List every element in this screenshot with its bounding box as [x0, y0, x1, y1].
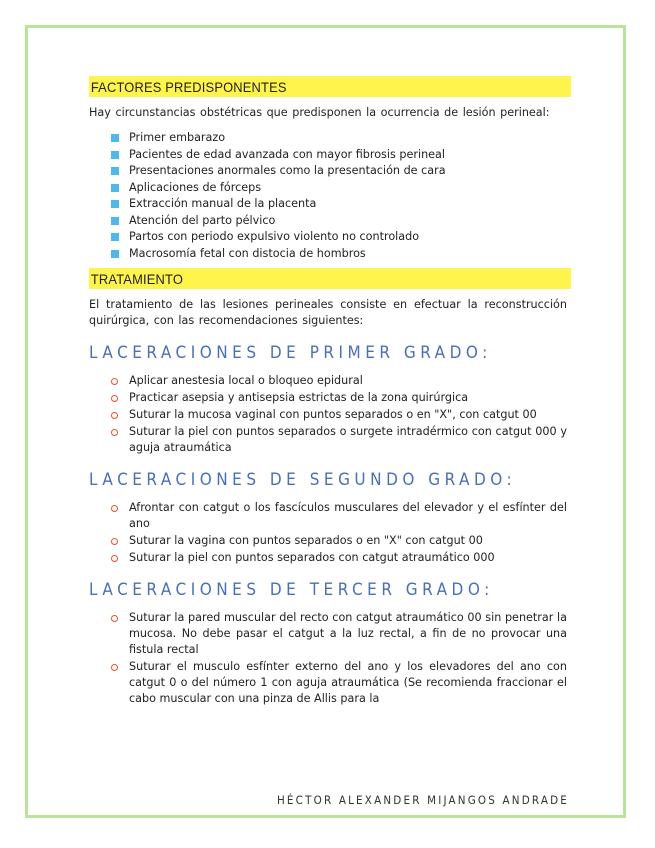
list-tercer-grado — [89, 610, 567, 707]
circle-bullet-icon — [111, 538, 118, 545]
list-item — [111, 533, 567, 549]
list-item-text: Suturar la piel con puntos separados o surgete intradérmico con catgut 000 y aguja atraumática — [129, 425, 567, 454]
list-item — [111, 610, 567, 658]
list-item-text: Suturar la vagina con puntos separados o en "X" con catgut 00 — [129, 534, 483, 547]
list-item-text: Practicar asepsia y antisepsia estrictas de la zona quirúrgica — [129, 391, 469, 404]
list-item-text: Aplicar anestesia local o bloqueo epidural — [129, 374, 363, 387]
square-bullet-icon — [111, 184, 119, 192]
square-bullet-icon — [111, 151, 119, 159]
square-bullet-icon — [111, 200, 119, 208]
circle-bullet-icon — [111, 395, 118, 402]
paragraph-factores-intro: Hay circunstancias obstétricas que predisponen la ocurrencia de lesión perineal: — [89, 106, 550, 119]
list-item-text: Suturar la piel con puntos separados con catgut atraumático 000 — [129, 551, 495, 564]
list-item-text: Pacientes de edad avanzada con mayor fibrosis perineal — [129, 147, 446, 161]
list-item-text: Suturar la mucosa vaginal con puntos separados o en "X", con catgut 00 — [129, 408, 537, 421]
page-content — [89, 76, 567, 711]
heading-primer-grado: LACERACIONES DE PRIMER GRADO: — [89, 343, 492, 363]
list-item — [111, 659, 567, 707]
list-segundo-grado — [89, 500, 567, 566]
list-item — [111, 180, 567, 197]
list-item — [111, 213, 567, 230]
list-item-text: Suturar la pared muscular del recto con catgut atraumático 00 sin penetrar la mucosa. No debe pasar el catgut a la luz rectal, a fin de no provocar una fistula rectal — [129, 611, 567, 656]
circle-bullet-icon — [111, 378, 118, 385]
circle-bullet-icon — [111, 429, 118, 436]
square-bullet-icon — [111, 167, 119, 175]
circle-bullet-icon — [111, 555, 118, 562]
list-item — [111, 407, 567, 423]
list-item — [111, 500, 567, 532]
list-primer-grado — [89, 373, 567, 456]
list-item-text: Aplicaciones de fórceps — [129, 180, 262, 194]
square-bullet-icon — [111, 134, 119, 142]
list-item — [111, 550, 567, 566]
list-item-text: Macrosomía fetal con distocia de hombros — [129, 246, 366, 260]
heading-tratamiento: TRATAMIENTO — [89, 268, 571, 289]
square-bullet-icon — [111, 233, 119, 241]
circle-bullet-icon — [111, 505, 118, 512]
heading-segundo-grado: LACERACIONES DE SEGUNDO GRADO: — [89, 470, 517, 490]
list-item — [111, 390, 567, 406]
list-item-text: Suturar el musculo esfínter externo del ano y los elevadores del ano con catgut 0 o del número 1 con aguja atraumática (Se recomienda fraccionar el cabo muscular con una pinza de Allis para la — [129, 660, 567, 705]
list-item-text: Afrontar con catgut o los fascículos musculares del elevador y el esfínter del ano — [129, 501, 567, 530]
list-factores — [89, 130, 567, 262]
circle-bullet-icon — [111, 664, 118, 671]
list-item-text: Partos con periodo expulsivo violento no controlado — [129, 230, 420, 243]
list-item — [111, 147, 567, 164]
square-bullet-icon — [111, 217, 119, 225]
list-item-text: Extracción manual de la placenta — [129, 197, 317, 210]
list-item — [111, 196, 567, 213]
heading-tercer-grado: LACERACIONES DE TERCER GRADO: — [89, 580, 494, 600]
list-item-text: Presentaciones anormales como la presentación de cara — [129, 164, 446, 177]
square-bullet-icon — [111, 250, 119, 258]
circle-bullet-icon — [111, 412, 118, 419]
list-item — [111, 373, 567, 389]
paragraph-tratamiento-intro: El tratamiento de las lesiones perineales consiste en efectuar la reconstrucción quirúrgica, con las recomendaciones siguientes: — [89, 298, 567, 327]
list-item — [111, 163, 567, 180]
circle-bullet-icon — [111, 615, 118, 622]
heading-factores: FACTORES PREDISPONENTES — [89, 76, 571, 97]
list-item — [111, 424, 567, 456]
footer-author: HÉCTOR ALEXANDER MIJANGOS ANDRADE — [276, 793, 569, 807]
list-item — [111, 229, 567, 246]
list-item-text: Primer embarazo — [129, 131, 226, 144]
list-item-text: Atención del parto pélvico — [129, 213, 276, 227]
list-item — [111, 246, 567, 263]
list-item — [111, 130, 567, 147]
